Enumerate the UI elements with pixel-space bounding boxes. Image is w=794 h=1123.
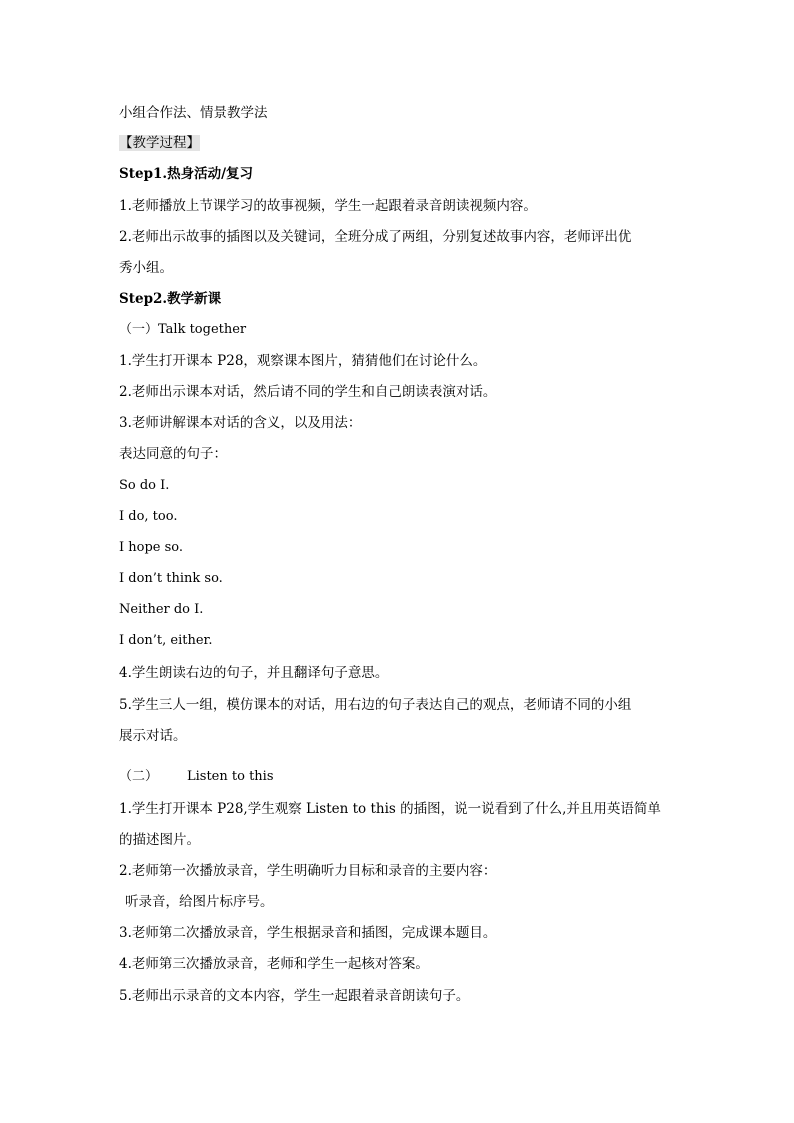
- part2-item-5: 5.老师出示录音的文本内容，学生一起跟着录音朗读句子。: [119, 988, 470, 1004]
- section-heading: [119, 134, 200, 152]
- part2-heading: [119, 768, 274, 786]
- part2-item-3: 3.老师第二次播放录音，学生根据录音和插图，完成课本题目。: [119, 925, 497, 941]
- part2-label: （二）: [119, 769, 159, 784]
- part1-item-2: 2.老师出示课本对话，然后请不同的学生和自己朗读表演对话。: [119, 384, 497, 400]
- step2-title: Step2.教学新课: [119, 291, 222, 307]
- step1-item-2-cont: 秀小组。: [119, 260, 173, 276]
- part1-item-5-cont: 展示对话。: [119, 728, 187, 744]
- step1-item-2: 2.老师出示故事的插图以及关键词，全班分成了两组，分别复述故事内容，老师评出优: [119, 229, 632, 245]
- example-sentence: Neither do I.: [119, 602, 204, 617]
- example-sentence: I hope so.: [119, 540, 184, 555]
- example-sentence: I do, too.: [119, 509, 178, 524]
- part1-title: （一）Talk together: [119, 322, 247, 337]
- example-sentence: I don’t, either.: [119, 633, 213, 648]
- section-heading-text: 【教学过程】: [119, 135, 200, 151]
- part2-item-4: 4.老师第三次播放录音，老师和学生一起核对答案。: [119, 956, 429, 972]
- step1-item-1: 1.老师播放上节课学习的故事视频，学生一起跟着录音朗读视频内容。: [119, 198, 537, 214]
- part2-title: Listen to this: [187, 769, 274, 784]
- agreement-label: 表达同意的句子：: [119, 446, 227, 462]
- part1-item-1: 1.学生打开课本 P28，观察课本图片，猜猜他们在讨论什么。: [119, 353, 487, 369]
- part2-item-2: 2.老师第一次播放录音，学生明确听力目标和录音的主要内容：: [119, 863, 497, 879]
- part1-item-5: 5.学生三人一组，模仿课本的对话，用右边的句子表达自己的观点，老师请不同的小组: [119, 697, 632, 713]
- teaching-methods: 小组合作法、情景教学法: [119, 105, 268, 121]
- part1-item-3: 3.老师讲解课本对话的含义，以及用法：: [119, 415, 362, 431]
- part2-item-1-cont: 的描述图片。: [119, 832, 200, 848]
- example-sentence: So do I.: [119, 478, 170, 493]
- example-sentence: I don’t think so.: [119, 571, 223, 586]
- part1-item-4: 4.学生朗读右边的句子，并且翻译句子意思。: [119, 665, 389, 681]
- part2-item-1: 1.学生打开课本 P28,学生观察 Listen to this 的插图，说一说看到了什么,并且用英语简单: [119, 801, 661, 817]
- step1-title: Step1.热身活动/复习: [119, 166, 254, 182]
- part2-item-2-sub: 听录音，给图片标序号。: [125, 894, 274, 910]
